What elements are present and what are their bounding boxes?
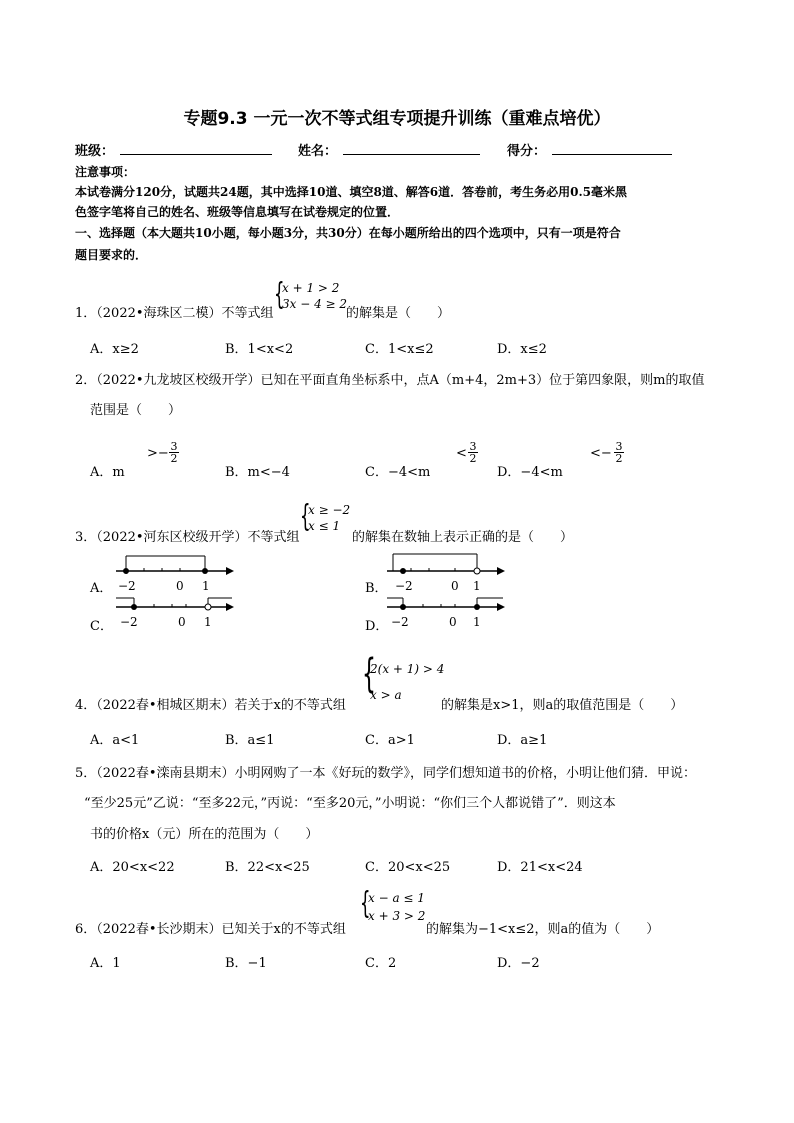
option-b[interactable]: B．a≤1 (225, 733, 275, 748)
arrow-icon (226, 603, 234, 611)
score-label: 得分： (507, 144, 547, 159)
question-1-tail: 的解集是（ ） (346, 306, 451, 321)
system-brace: { (360, 886, 371, 921)
option-d[interactable]: D．x≤2 (497, 342, 547, 357)
question-4-stem: 4．（2022春•相城区期末）若关于x的不等式组 (75, 698, 346, 713)
tick-label: −2 (120, 615, 138, 629)
option-c[interactable]: C． (90, 619, 113, 634)
number-line-b[interactable] (385, 548, 505, 596)
option-d[interactable]: D．−2 (497, 956, 540, 971)
solid-point (123, 568, 129, 574)
option-c[interactable]: C．1<x≤2 (365, 342, 434, 357)
inequality-system (368, 889, 425, 925)
option-a[interactable]: A．m (90, 465, 125, 480)
inequality-system (370, 656, 444, 708)
tick-label: 1 (473, 615, 481, 629)
system-line-2: x ≤ 1 (308, 519, 341, 533)
question-5-line-1: 5．（2022春•滦南县期末）小明网购了一本《好玩的数学》，同学们想知道书的价格，小明让他们猜．甲说： (75, 766, 697, 781)
tick-label: 1 (473, 579, 481, 593)
system-line-1: x ≥ −2 (308, 503, 351, 517)
option-b[interactable]: B．m<−4 (225, 465, 290, 480)
number-line-c[interactable] (114, 590, 234, 636)
option-c[interactable]: C．−4<m (365, 465, 431, 480)
tick-label: −2 (118, 579, 136, 593)
option-a[interactable]: A．1 (90, 956, 121, 971)
question-2-line-2: 范围是（ ） (90, 403, 182, 418)
inequality-system (308, 502, 350, 534)
option-d[interactable]: D．a≥1 (497, 733, 548, 748)
notice-line-1: 本试卷满分120分，试题共24题，其中选择10道、填空8道、解答6道．答卷前，考生务必用0.5毫米黑 (75, 185, 628, 199)
fraction: $\frac{3}{2}$ (615, 440, 623, 465)
system-brace: { (362, 651, 376, 697)
relation-symbol: <− (590, 446, 612, 461)
arrow-icon (497, 567, 505, 575)
solid-point (131, 604, 137, 610)
system-brace: { (300, 499, 311, 534)
question-5-line-2: “至少25元”乙说：“至多22元，”丙说：“至多20元，”小明说：“你们三个人都说错了”．则这本 (84, 796, 616, 811)
number-line-d[interactable] (385, 590, 505, 636)
question-4-tail: 的解集是x>1，则a的取值范围是（ ） (441, 698, 684, 713)
option-a[interactable]: A． (90, 581, 113, 596)
relation-symbol: < (456, 446, 467, 461)
question-5-line-3: 书的价格x（元）所在的范围为（ ） (90, 827, 319, 842)
tick-label: 0 (176, 579, 184, 593)
question-6-stem: 6．（2022春•长沙期末）已知关于x的不等式组 (75, 922, 346, 937)
name-field[interactable] (343, 154, 480, 155)
option-c[interactable]: C．20<x<25 (365, 860, 451, 875)
option-d[interactable]: D．−4<m (497, 465, 563, 480)
solid-point (474, 604, 480, 610)
inequality-system (282, 280, 347, 312)
option-a[interactable]: A．a<1 (90, 733, 140, 748)
solid-point (400, 604, 406, 610)
option-b[interactable]: B． (365, 581, 388, 596)
tick-label: 0 (178, 615, 186, 629)
section-heading-line-1: 一、选择题（本大题共10小题，每小题3分，共30分）在每小题所给出的四个选项中，只有一项是符合 (75, 226, 621, 240)
fraction: $\frac{3}{2}$ (469, 440, 477, 465)
score-field[interactable] (552, 154, 672, 155)
system-line-2: x + 3 > 2 (368, 909, 426, 923)
hollow-point (474, 568, 480, 574)
option-a[interactable]: A．20<x<22 (90, 860, 175, 875)
class-label: 班级： (75, 144, 115, 159)
tick-label: 0 (451, 579, 459, 593)
solid-point (202, 568, 208, 574)
system-line-1: 2(x + 1) > 4 (370, 662, 445, 676)
question-1-stem: 1．（2022•海珠区二模）不等式组 (75, 306, 274, 321)
option-b[interactable]: B．−1 (225, 956, 267, 971)
system-line-1: x + 1 > 2 (282, 281, 340, 295)
question-3-stem: 3．（2022•河东区校级开学）不等式组 (75, 530, 300, 545)
section-heading-line-2: 题目要求的． (75, 248, 148, 262)
system-line-2: 3x − 4 ≥ 2 (282, 297, 348, 311)
option-c[interactable]: C．2 (365, 956, 397, 971)
arrow-icon (226, 567, 234, 575)
notice-heading: 注意事项： (75, 165, 136, 179)
solid-point (400, 568, 406, 574)
option-c[interactable]: C．a>1 (365, 733, 415, 748)
tick-label: 0 (449, 615, 457, 629)
system-line-1: x − a ≤ 1 (368, 891, 425, 905)
tick-label: −2 (395, 579, 413, 593)
option-b[interactable]: B．22<x<25 (225, 860, 310, 875)
system-brace: { (274, 277, 285, 312)
question-6-tail: 的解集为−1<x≤2，则a的值为（ ） (426, 922, 660, 937)
question-3-tail: 的解集在数轴上表示正确的是（ ） (352, 530, 574, 545)
tick-label: 1 (202, 579, 210, 593)
page-title: 专题9.3 一元一次不等式组专项提升训练（重难点培优） (183, 109, 611, 129)
class-field[interactable] (120, 154, 272, 155)
fraction: $\frac{3}{2}$ (170, 440, 178, 465)
question-2-line-1: 2．（2022•九龙坡区校级开学）已知在平面直角坐标系中，点A（m+4，2m+3）位于第四象限，则m的取值 (75, 373, 705, 388)
arrow-icon (497, 603, 505, 611)
option-d[interactable]: D．21<x<24 (497, 860, 583, 875)
system-line-2: x > a (370, 688, 402, 702)
option-a[interactable]: A．x≥2 (90, 342, 139, 357)
notice-line-2: 色签字笔将自己的姓名、班级等信息填写在试卷规定的位置． (75, 205, 400, 219)
tick-label: 1 (204, 615, 212, 629)
tick-label: −2 (391, 615, 409, 629)
option-b[interactable]: B．1<x<2 (225, 342, 294, 357)
number-line-a[interactable] (114, 548, 234, 596)
relation-symbol: >− (147, 446, 169, 461)
option-d[interactable]: D． (365, 619, 389, 634)
name-label: 姓名： (298, 144, 338, 159)
hollow-point (205, 604, 211, 610)
